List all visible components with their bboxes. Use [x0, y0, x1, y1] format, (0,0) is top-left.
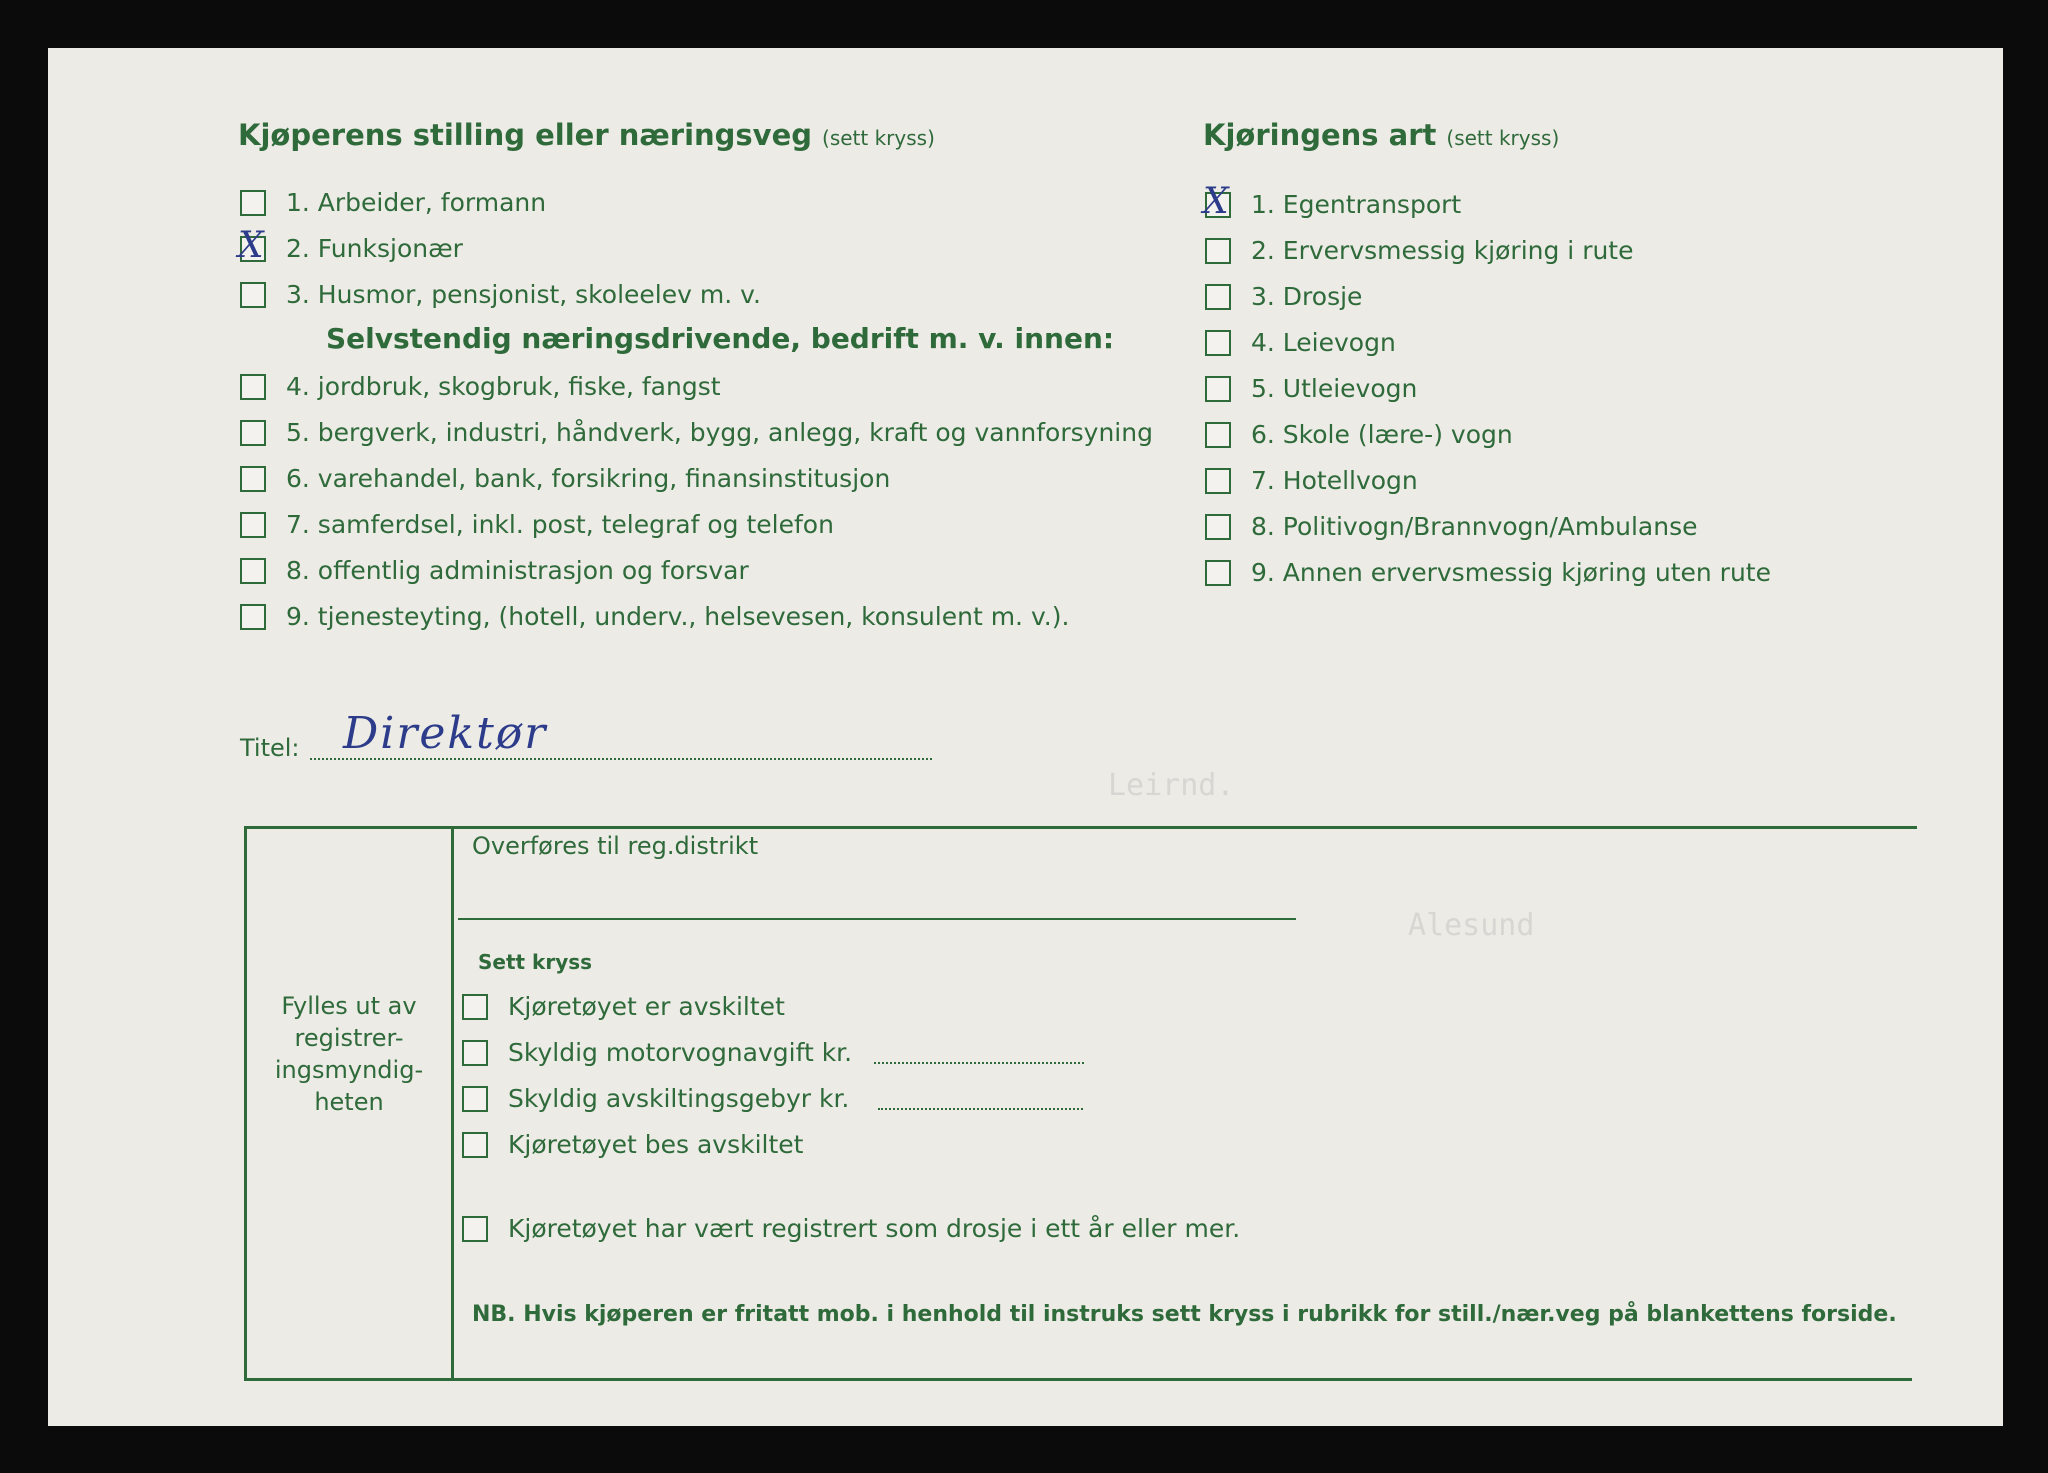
checkbox-label: Kjøretøyet er avskiltet: [508, 992, 785, 1021]
handwritten-check-mark: X: [1203, 180, 1229, 222]
authority-side-label: Fylles ut av registrer- ingsmyndig- heten: [274, 992, 424, 1116]
handwritten-check-mark: X: [238, 224, 264, 266]
checkbox-checked[interactable]: [238, 224, 266, 266]
checkbox-row-avskiltet[interactable]: [462, 992, 785, 1021]
checkbox-row-offentlig[interactable]: [240, 556, 749, 585]
checkbox-label: 8. Politivogn/Brannvogn/Ambulanse: [1251, 512, 1698, 541]
checkbox-row-husmor[interactable]: [240, 280, 761, 309]
avskiltingsgebyr-amount-line[interactable]: [878, 1108, 1083, 1110]
checkbox-label: 9. tjenesteyting, (hotell, underv., helsevesen, konsulent m. v.).: [286, 602, 1070, 631]
checkbox[interactable]: [240, 604, 266, 630]
bleed-through-text: Alesund: [1408, 908, 1535, 943]
checkbox-label: 7. Hotellvogn: [1251, 466, 1418, 495]
checkbox-row-varehandel[interactable]: [240, 464, 890, 493]
checkbox-row-motorvognavgift[interactable]: [462, 1038, 852, 1067]
checkbox-label: Skyldig avskiltingsgebyr kr.: [508, 1084, 850, 1113]
checkbox[interactable]: [462, 1040, 488, 1066]
checkbox[interactable]: [240, 512, 266, 538]
checkbox-row-tjenesteyting[interactable]: [240, 602, 1069, 631]
checkbox-label: 4. Leievogn: [1251, 328, 1396, 357]
checkbox[interactable]: [240, 558, 266, 584]
checkbox-row-bes-avskiltet[interactable]: [462, 1130, 803, 1159]
checkbox[interactable]: [1205, 376, 1231, 402]
checkbox-row-leievogn[interactable]: [1205, 328, 1396, 357]
checkbox[interactable]: [240, 420, 266, 446]
checkbox-row-politivogn[interactable]: [1205, 512, 1698, 541]
box-top-border: [244, 826, 1917, 829]
business-subheading: Selvstendig næringsdrivende, bedrift m. v. innen:: [326, 322, 1115, 355]
checkbox-row-rute[interactable]: [1205, 236, 1634, 265]
checkbox[interactable]: [1205, 560, 1231, 586]
checkbox-row-jordbruk[interactable]: [240, 372, 721, 401]
left-section-title: Kjøperens stilling eller næringsveg (sett kryss): [238, 118, 935, 152]
checkbox[interactable]: [1205, 330, 1231, 356]
checkbox[interactable]: [462, 1086, 488, 1112]
checkbox-row-egentransport[interactable]: [1203, 180, 1462, 222]
checkbox-row-hotellvogn[interactable]: [1205, 466, 1418, 495]
checkbox-label: Kjøretøyet bes avskiltet: [508, 1130, 804, 1159]
checkbox[interactable]: [462, 994, 488, 1020]
checkbox[interactable]: [1205, 422, 1231, 448]
form-sheet: [48, 48, 2003, 1426]
checkbox-label: 5. bergverk, industri, håndverk, bygg, anlegg, kraft og vannforsyning: [286, 418, 1153, 447]
checkbox[interactable]: [240, 282, 266, 308]
checkbox-row-utleievogn[interactable]: [1205, 374, 1417, 403]
checkbox[interactable]: [1205, 468, 1231, 494]
checkbox[interactable]: [1205, 238, 1231, 264]
checkbox-label: 3. Drosje: [1251, 282, 1363, 311]
box-divider: [451, 826, 454, 1378]
transfer-line[interactable]: [458, 918, 1296, 920]
sett-kryss-label: Sett kryss: [478, 950, 593, 974]
checkbox[interactable]: [1205, 284, 1231, 310]
bleed-through-text: Leirnd.: [1108, 768, 1235, 803]
checkbox[interactable]: [240, 466, 266, 492]
checkbox-row-annen[interactable]: [1205, 558, 1771, 587]
checkbox-label: 2. Ervervsmessig kjøring i rute: [1251, 236, 1634, 265]
checkbox-row-drosje[interactable]: [1205, 282, 1362, 311]
checkbox-row-funksjonaer[interactable]: [238, 224, 463, 266]
checkbox-label: Kjøretøyet har vært registrert som drosje i ett år eller mer.: [508, 1214, 1241, 1243]
checkbox[interactable]: [240, 190, 266, 216]
transfer-label: Overføres til reg.distrikt: [472, 832, 759, 860]
checkbox-checked[interactable]: [1203, 180, 1231, 222]
checkbox-label: 5. Utleievogn: [1251, 374, 1418, 403]
checkbox-label: 9. Annen ervervsmessig kjøring uten rute: [1251, 558, 1771, 587]
motorvognavgift-amount-line[interactable]: [874, 1062, 1084, 1064]
titel-handwritten-value[interactable]: Direktør: [343, 708, 548, 759]
checkbox-row-skolevogn[interactable]: [1205, 420, 1513, 449]
checkbox-label: 8. offentlig administrasjon og forsvar: [286, 556, 749, 585]
checkbox-row-samferdsel[interactable]: [240, 510, 834, 539]
titel-label: Titel:: [240, 734, 300, 762]
box-bottom-border: [244, 1378, 1912, 1381]
checkbox[interactable]: [462, 1132, 488, 1158]
checkbox-row-arbeider[interactable]: [240, 188, 546, 217]
nb-note: NB. Hvis kjøperen er fritatt mob. i henhold til instruks sett kryss i rubrikk for still./nær.veg på blankettens forside.: [472, 1302, 1897, 1327]
checkbox-label: 6. Skole (lære-) vogn: [1251, 420, 1513, 449]
checkbox-row-avskiltingsgebyr[interactable]: [462, 1084, 849, 1113]
checkbox[interactable]: [1205, 514, 1231, 540]
checkbox-row-bergverk[interactable]: [240, 418, 1153, 447]
right-section-title: Kjøringens art (sett kryss): [1203, 118, 1560, 152]
checkbox[interactable]: [240, 374, 266, 400]
checkbox-label: 7. samferdsel, inkl. post, telegraf og telefon: [286, 510, 834, 539]
checkbox-label: 1. Egentransport: [1251, 190, 1462, 219]
checkbox-label: 3. Husmor, pensjonist, skoleelev m. v.: [286, 280, 761, 309]
checkbox-label: 1. Arbeider, formann: [286, 188, 547, 217]
checkbox-label: 4. jordbruk, skogbruk, fiske, fangst: [286, 372, 721, 401]
checkbox-label: Skyldig motorvognavgift kr.: [508, 1038, 853, 1067]
checkbox-label: 6. varehandel, bank, forsikring, finansinstitusjon: [286, 464, 891, 493]
checkbox[interactable]: [462, 1216, 488, 1242]
checkbox-row-drosje-registrert[interactable]: [462, 1214, 1240, 1243]
checkbox-label: 2. Funksjonær: [286, 234, 463, 263]
